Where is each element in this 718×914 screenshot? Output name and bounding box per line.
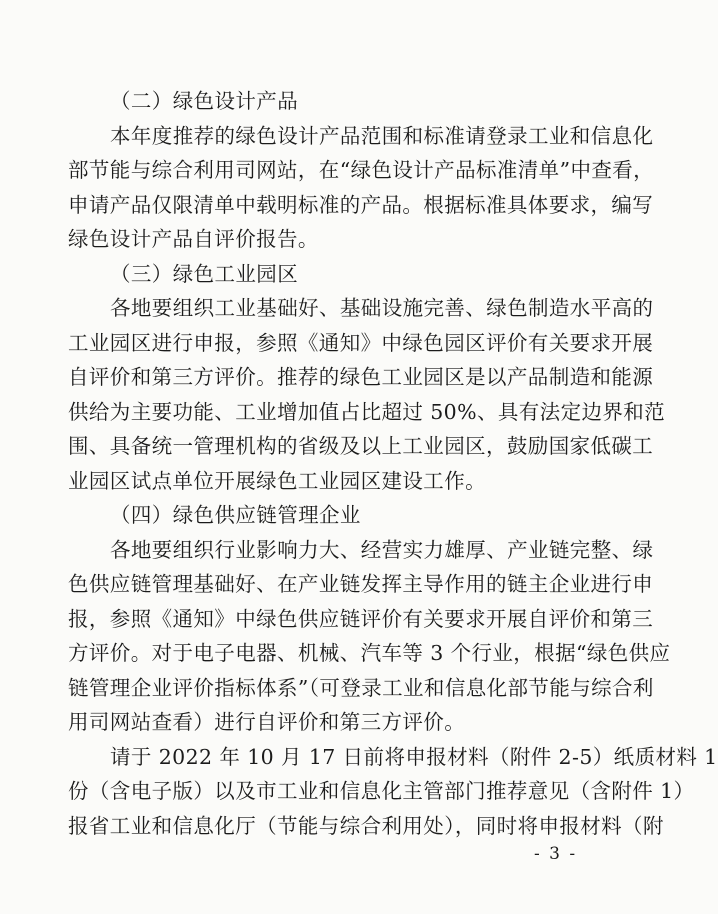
paragraph-line: 业园区试点单位开展绿色工业园区建设工作。 bbox=[68, 468, 486, 493]
paragraph-line: 方评价。对于电子电器、机械、汽车等 3 个行业，根据“绿色供应 bbox=[68, 641, 671, 665]
paragraph-line: 申请产品仅限清单中载明标准的产品。根据标准具体要求，编写 bbox=[68, 192, 654, 217]
paragraph-line: 自评价和第三方评价。推荐的绿色工业园区是以产品制造和能源 bbox=[68, 365, 654, 389]
paragraph-line: 报，参照《通知》中绿色供应链评价有关要求开展自评价和第三 bbox=[68, 606, 654, 631]
paragraph-line: 围、具备统一管理机构的省级及以上工业园区，鼓励国家低碳工 bbox=[68, 434, 654, 458]
paragraph-line: 工业园区进行申报，参照《通知》中绿色园区评价有关要求开展 bbox=[68, 330, 654, 355]
document-body bbox=[68, 84, 718, 843]
section-heading-green-design-products: （二）绿色设计产品 bbox=[110, 89, 299, 113]
paragraph-line: 供给为主要功能、工业增加值占比超过 50%、具有法定边界和范 bbox=[68, 399, 666, 424]
closing-paragraph-line: 请于 2022 年 10 月 17 日前将申报材料（附件 2-5）纸质材料 1 bbox=[110, 744, 718, 769]
paragraph-line: 各地要组织行业影响力大、经营实力雄厚、产业链完整、绿 bbox=[110, 537, 654, 562]
paragraph-line: 各地要组织工业基础好、基础设施完善、绿色制造水平高的 bbox=[110, 296, 654, 320]
section-heading-green-industrial-parks: （三）绿色工业园区 bbox=[110, 261, 299, 286]
closing-paragraph-line: 报省工业和信息化厅（节能与综合利用处），同时将申报材料（附 bbox=[68, 813, 664, 838]
closing-paragraph-line: 份（含电子版）以及市工业和信息化主管部门推荐意见（含附件 1） bbox=[68, 779, 695, 803]
paragraph-line: 绿色设计产品自评价报告。 bbox=[68, 227, 319, 251]
paragraph-line: 本年度推荐的绿色设计产品范围和标准请登录工业和信息化 bbox=[110, 123, 654, 148]
paragraph-line: 用司网站查看）进行自评价和第三方评价。 bbox=[68, 710, 466, 734]
paragraph-line: 链管理企业评价指标体系”（可登录工业和信息化部节能与综合利 bbox=[68, 675, 654, 700]
section-heading-green-supply-chain: （四）绿色供应链管理企业 bbox=[110, 503, 361, 527]
paragraph-line: 色供应链管理基础好、在产业链发挥主导作用的链主企业进行申 bbox=[68, 572, 654, 596]
page-number: - 3 - bbox=[534, 844, 578, 864]
paragraph-line: 部节能与综合利用司网站，在“绿色设计产品标准清单”中查看， bbox=[68, 158, 655, 182]
